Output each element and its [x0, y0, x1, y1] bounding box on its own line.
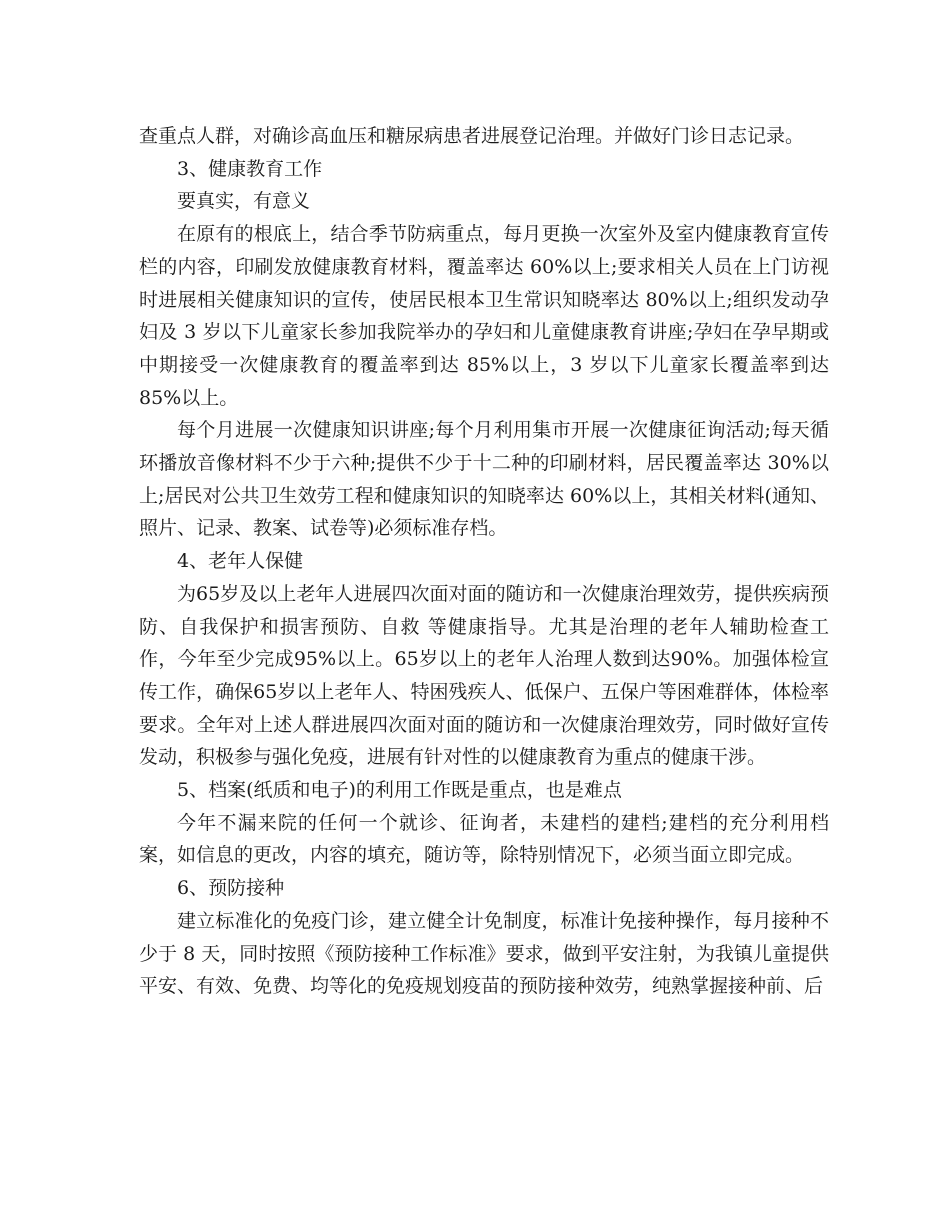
paragraph-elderly-care: 为65岁及以上老年人进展四次面对面的随访和一次健康治理效劳，提供疾病预防、自我保护和损害预防、自救 等健康指导。尤其是治理的老年人辅助检查工作，今年至少完成95%以上。65岁以上的老年人治理人数到达90%。加强体检宣传工作，确保65岁以上老年人、特困残疾人、低保户、五保户等困难群体，体检率要求。全年对上述人群进展四次面对面的随访和一次健康治理效劳，同时做好宣传发动，积极参与强化免疫，进展有针对性的以健康教育为重点的健康干涉。 — [139, 582, 829, 769]
heading-vaccination: 6、预防接种 — [177, 877, 285, 900]
paragraph-health-education-materials: 在原有的根底上，结合季节防病重点，每月更换一次室外及室内健康教育宣传栏的内容，印刷发放健康教育材料，覆盖率达 60%以上;要求相关人员在上门访视时进展相关健康知识的宣传，使居民根本卫生常识知晓率达 80%以上;组织发动孕妇及 3 岁以下儿童家长参加我院举办的孕妇和儿童健康教育讲座;孕妇在孕早期或中期接受一次健康教育的覆盖率到达 85%以上，3 岁以下儿童家长覆盖率到达 85%以上。 — [139, 223, 829, 409]
paragraph-records-use: 今年不漏来院的任何一个就诊、征询者，未建档的建档;建档的充分利用档案，如信息的更改，内容的填充，随访等，除特别情况下，必须当面立即完成。 — [139, 811, 829, 867]
heading-health-education: 3、健康教育工作 — [177, 157, 323, 180]
paragraph-continuation: 查重点人群，对确诊高血压和糖尿病患者进展登记治理。并做好门诊日志记录。 — [139, 125, 805, 147]
paragraph-vaccination: 建立标准化的免疫门诊，建立健全计免制度，标准计免接种操作，每月接种不少于 8 天，同时按照《预防接种工作标准》要求，做到平安注射，为我镇儿童提供平安、有效、免费、均等化的免疫规划疫苗的预防接种效劳，纯熟掌握接种前、后 — [139, 909, 829, 998]
paragraph-requirement: 要真实，有意义 — [177, 190, 311, 213]
heading-elderly-care: 4、老年人保健 — [177, 550, 304, 573]
document-body — [139, 120, 829, 1003]
paragraph-health-lectures: 每个月进展一次健康知识讲座;每个月利用集市开展一次健康征询活动;每天循环播放音像材料不少于六种;提供不少于十二种的印刷材料，居民覆盖率达 30%以上;居民对公共卫生效劳工程和健康知识的知晓率达 60%以上，其相关材料(通知、照片、记录、教案、试卷等)必须标准存档。 — [139, 419, 829, 540]
heading-records-use: 5、档案(纸质和电子)的利用工作既是重点，也是难点 — [177, 779, 622, 802]
